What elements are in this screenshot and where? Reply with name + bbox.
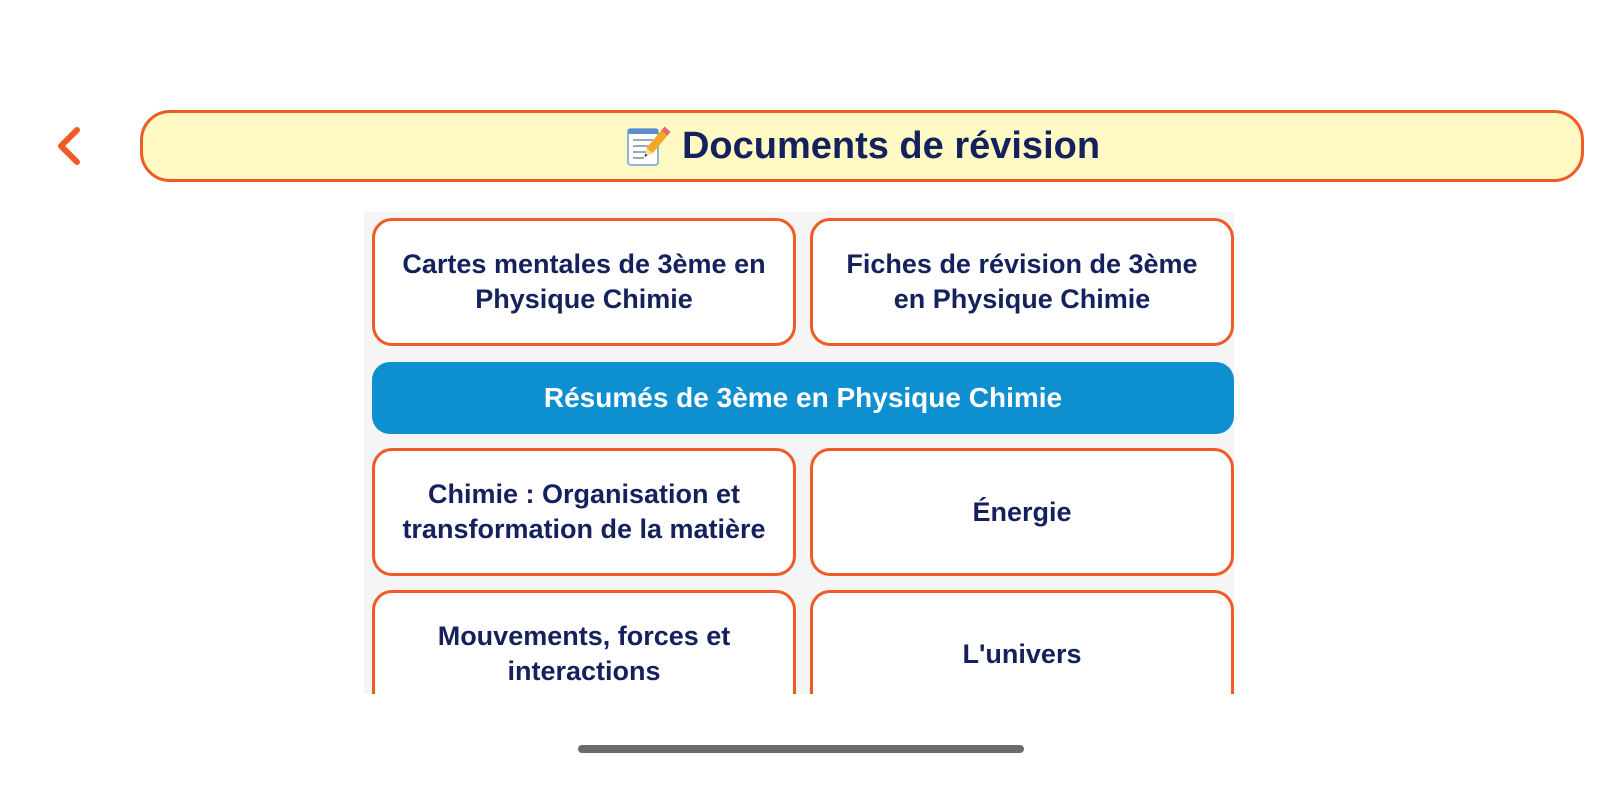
- universe-card[interactable]: L'univers: [810, 590, 1234, 694]
- home-indicator: [578, 745, 1024, 753]
- memo-pencil-icon: [624, 123, 670, 169]
- back-button[interactable]: [48, 122, 88, 170]
- chevron-left-icon: [53, 124, 83, 168]
- page-title: Documents de révision: [681, 124, 1101, 167]
- chemistry-card[interactable]: Chimie : Organisation et transformation de la matière: [372, 448, 796, 576]
- mind-maps-card[interactable]: Cartes mentales de 3ème en Physique Chimie: [372, 218, 796, 346]
- page-header: [140, 110, 1584, 182]
- summaries-section-header[interactable]: Résumés de 3ème en Physique Chimie: [372, 362, 1234, 434]
- movements-card[interactable]: Mouvements, forces et interactions: [372, 590, 796, 694]
- revision-sheets-card[interactable]: Fiches de révision de 3ème en Physique Chimie: [810, 218, 1234, 346]
- documents-list: [364, 212, 1234, 694]
- energy-card[interactable]: Énergie: [810, 448, 1234, 576]
